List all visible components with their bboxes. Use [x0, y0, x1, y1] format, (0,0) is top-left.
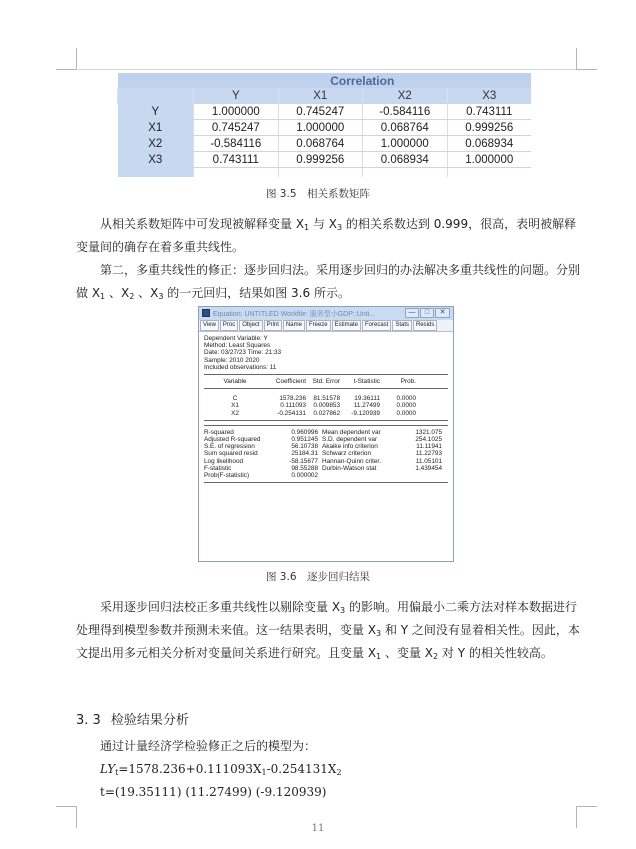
table-row	[118, 152, 532, 168]
section-number: 3. 3	[76, 713, 101, 728]
section-heading	[76, 709, 189, 728]
coef-cell: 0.111093	[280, 402, 306, 410]
table-cell: 0.068764	[278, 136, 362, 152]
text-run: 、变量 X	[381, 646, 433, 660]
coef-row	[204, 410, 448, 417]
coef-cell: 0.0000	[396, 402, 416, 410]
stat-label: Hannan-Quinn criter.	[322, 457, 381, 465]
coef-cell: 81.51578	[313, 395, 340, 403]
stat-value	[400, 472, 442, 479]
output-rule	[204, 388, 448, 389]
table-blank-row	[118, 168, 532, 178]
stat-value: 0.960996	[291, 428, 318, 436]
column-header: Y	[194, 88, 279, 104]
coef-cell: X2	[231, 409, 239, 417]
table-row	[118, 136, 532, 152]
stat-label: S.D. dependent var	[322, 435, 378, 443]
subscript: 3	[376, 629, 382, 638]
coef-cell: 0.027862	[313, 409, 340, 417]
table-cell: 1.000000	[447, 152, 531, 168]
row-label: Y	[118, 104, 194, 120]
table-cell	[194, 168, 279, 178]
table-row	[118, 104, 532, 120]
toolbar-estimate-button[interactable]: Estimate	[332, 320, 361, 331]
text-run: 从相关系数矩阵中可发现被解释变量 X	[100, 217, 305, 231]
header-rule	[76, 69, 576, 70]
stat-value: 11.11941	[416, 443, 442, 451]
output-rule	[204, 425, 448, 426]
table-cell: 1.000000	[194, 104, 279, 120]
crop-mark-top-left-v	[76, 48, 77, 70]
crop-mark-top-left-h	[56, 69, 77, 70]
table-cell: 0.743111	[194, 152, 279, 168]
subscript: 1	[304, 223, 310, 232]
subscript: 1	[261, 768, 267, 777]
output-rule	[204, 482, 448, 483]
regression-output	[204, 335, 448, 483]
figure-caption-3-6: 图 3.6 逐步回归结果	[265, 571, 371, 583]
output-header-line: Method: Least Squares	[204, 342, 271, 350]
window-titlebar	[199, 307, 453, 320]
stat-label: Adjusted R-squared	[204, 435, 261, 443]
subscript: 2	[129, 292, 135, 301]
table-cell: 0.743111	[447, 104, 531, 120]
coef-row	[204, 402, 448, 409]
stat-value: 254.1025	[415, 435, 442, 443]
stats-block	[204, 429, 448, 479]
maximize-button[interactable]: □	[420, 308, 434, 318]
coef-cell: -9.120939	[351, 409, 380, 417]
crop-mark-top-right-v	[576, 48, 577, 70]
table-title: Correlation	[194, 73, 531, 88]
stat-label: F-statistic	[204, 464, 232, 472]
text-run: 的影响。用偏最小二乘方法对样本数据进行处理得到模型参数并预测未来值。这一结果表明，变量 X	[76, 600, 577, 637]
coef-cell: 0.0000	[396, 409, 416, 417]
table-cell	[363, 168, 448, 178]
coef-cell: 0.009853	[313, 402, 340, 410]
toolbar-name-button[interactable]: Name	[283, 320, 305, 331]
coef-cell: 19.36111	[354, 395, 380, 403]
column-header: X1	[278, 88, 362, 104]
row-label	[118, 168, 194, 178]
table-cell: 0.999256	[278, 152, 362, 168]
row-label: X1	[118, 120, 194, 136]
stat-label: Durbin-Watson stat	[322, 464, 377, 472]
stat-value: 98.55288	[291, 464, 318, 472]
text-run: 第二，多重共线性的修正：逐步回归法。采用逐步回归的办法解决多重共线性的问题。分别做 X	[76, 263, 581, 300]
stat-value: 11.22793	[415, 450, 442, 458]
text-run: 、X	[105, 286, 130, 300]
stat-label: Schwarz criterion	[322, 450, 372, 458]
subscript: 2	[433, 652, 439, 661]
t-statistics-line: t=(19.35111) (11.27499) (-9.120939)	[100, 785, 327, 799]
close-button[interactable]: ✕	[435, 308, 450, 318]
eviews-equation-window	[198, 306, 454, 562]
text-run: 的一元回归，结果如图 3.6 所示。	[163, 286, 350, 300]
window-toolbar	[199, 320, 453, 332]
table-corner	[118, 73, 194, 88]
stat-label: R-squared	[204, 428, 234, 436]
coef-cell: 0.0000	[396, 395, 416, 403]
stat-value: 1321.075	[415, 428, 442, 436]
paragraph-2	[76, 259, 586, 305]
subscript: 3	[337, 223, 343, 232]
paragraph-1	[76, 213, 586, 259]
crop-mark-top-right-h	[576, 69, 597, 70]
table-cell: 1.000000	[363, 136, 448, 152]
toolbar-object-button[interactable]: Object	[239, 320, 262, 331]
stat-label: Prob(F-statistic)	[204, 471, 250, 479]
window-title: Equation: UNTITLED Workfile: 服务型小GDP::Unti...	[213, 311, 376, 318]
row-label: X2	[118, 136, 194, 152]
table-cell: 0.068934	[447, 136, 531, 152]
figure-caption-3-5: 图 3.5 相关系数矩阵	[265, 188, 371, 200]
output-header-line: Dependent Variable: Y	[204, 335, 268, 342]
toolbar-freeze-button[interactable]: Freeze	[306, 320, 331, 331]
output-header-line: Sample: 2010 2020	[204, 356, 260, 364]
paragraph-3	[76, 596, 586, 665]
text-run: 与 X	[309, 217, 337, 231]
row-label: X3	[118, 152, 194, 168]
table-cell: -0.584116	[363, 104, 448, 120]
subscript: 2	[336, 768, 342, 777]
text-run: 、X	[134, 286, 159, 300]
table-cell: 0.068934	[363, 152, 448, 168]
toolbar-forecast-button[interactable]: Forecast	[362, 320, 391, 331]
app-icon	[202, 309, 210, 317]
toolbar-stats-button[interactable]: Stats	[392, 320, 412, 331]
crop-mark-bottom-right-h	[576, 806, 597, 807]
coef-cell: -0.254131	[277, 409, 306, 417]
coef-header: Prob.	[400, 377, 416, 385]
stat-label: Mean dependent var	[322, 428, 381, 436]
text-run: 和 Y 之间没有显着相关性。因此，本文提出用多元相关分析对变量间关系进行研究。且变量 X	[76, 623, 580, 660]
equation-lhs: LY	[100, 762, 116, 776]
equation-part: -0.254131X	[266, 762, 337, 776]
output-rule	[204, 374, 448, 375]
coef-cell: C	[232, 395, 238, 403]
stat-label: Log likelihood	[204, 457, 244, 465]
toolbar-view-button[interactable]: View	[200, 320, 219, 331]
text-run: 对 Y 的相关性较高。	[438, 646, 553, 660]
subscript: 1	[376, 652, 382, 661]
stat-label: Sum squared resid	[204, 450, 258, 458]
text-run: 采用逐步回归法校正多重共线性以剔除变量 X	[100, 600, 341, 614]
subscript: 1	[100, 292, 106, 301]
subscript: 3	[158, 292, 164, 301]
coef-header: t-Statistic	[353, 377, 380, 385]
crop-mark-bottom-left-h	[56, 806, 77, 807]
output-header-line: Date: 03/27/23 Time: 21:33	[204, 349, 282, 357]
table-corner	[118, 88, 194, 104]
stat-value: 56.10738	[291, 443, 318, 451]
subscript: t	[115, 768, 119, 777]
coef-header-row	[204, 378, 448, 385]
stat-value: 25184.31	[291, 450, 318, 458]
table-cell: -0.584116	[194, 136, 279, 152]
toolbar-proc-button[interactable]: Proc	[220, 320, 238, 331]
equation-part: =1578.236+0.111093X	[118, 762, 262, 776]
stat-value: 0.000002	[291, 471, 318, 479]
table-cell: 0.745247	[278, 104, 362, 120]
stat-value: -58.15677	[289, 457, 318, 465]
table-cell: 0.999256	[447, 120, 531, 136]
coef-header: Variable	[223, 377, 247, 385]
table-cell	[278, 168, 362, 178]
coef-cell: 11.27499	[353, 402, 380, 410]
model-equation	[76, 758, 586, 781]
stat-value: 0.951245	[291, 435, 318, 443]
minimize-button[interactable]: —	[405, 308, 419, 318]
column-header: X3	[447, 88, 531, 104]
coef-cell: 1578.236	[279, 395, 306, 403]
table-cell: 0.068764	[363, 120, 448, 136]
coef-header: Coefficient	[275, 377, 306, 385]
stat-label	[322, 472, 400, 479]
table-row	[118, 120, 532, 136]
correlation-table	[117, 73, 531, 177]
output-rule	[204, 420, 448, 421]
output-header-line: Included observations: 11	[204, 363, 277, 371]
column-header: X2	[363, 88, 448, 104]
toolbar-print-button[interactable]: Print	[264, 320, 282, 331]
stat-value: 1.439454	[415, 464, 442, 472]
model-block	[76, 735, 586, 804]
table-cell	[447, 168, 531, 178]
subscript: 3	[340, 606, 346, 615]
text-run: 的相关系数达到 0.999，很高，表明被解释变量间的确存在着多重共线性。	[76, 217, 577, 254]
coef-cell: X1	[231, 402, 239, 410]
toolbar-resids-button[interactable]: Resids	[413, 320, 437, 331]
coef-row	[204, 395, 448, 402]
page-number: 11	[311, 823, 325, 834]
table-cell: 0.745247	[194, 120, 279, 136]
stat-label: S.E. of regression	[204, 443, 255, 451]
model-intro: 通过计量经济学检验修正之后的模型为：	[100, 739, 317, 753]
stat-label: Akaike info criterion	[322, 443, 378, 451]
table-cell: 1.000000	[278, 120, 362, 136]
coef-header: Std. Error	[312, 377, 340, 385]
section-title: 检验结果分析	[110, 713, 189, 728]
stat-value: 11.05101	[415, 457, 442, 465]
